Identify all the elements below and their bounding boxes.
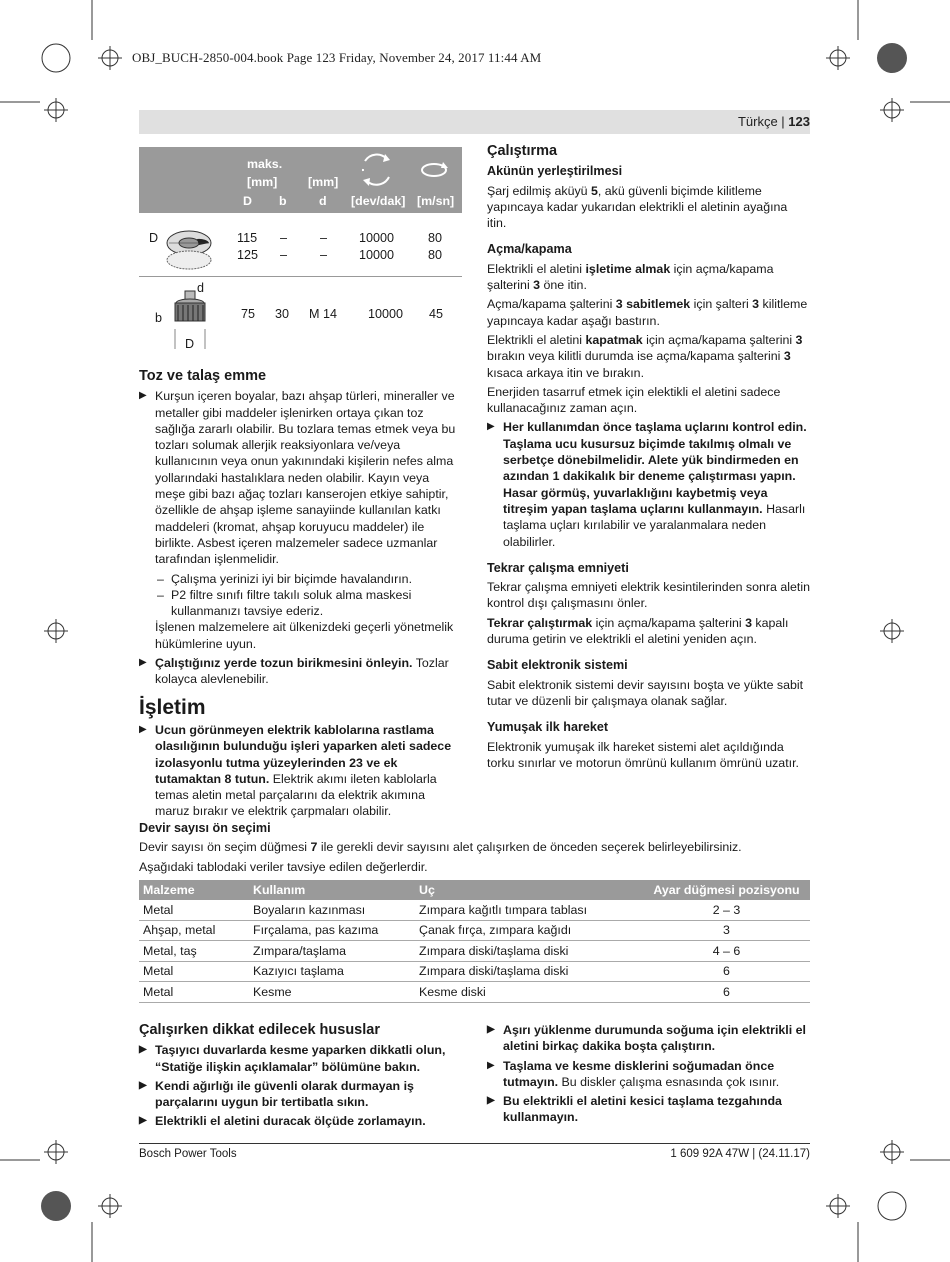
- note-bullet-4: ▶ Aşırı yüklenme durumunda soğuma için elektrikli el aletini birkaç dakika boşta çalıştırın.: [487, 1022, 810, 1055]
- note-bullet-6: ▶ Bu elektrikli el aletini kesici taşlama tezgahında kullanmayın.: [487, 1093, 810, 1126]
- footer-rule: [139, 1143, 810, 1144]
- header-bar: [139, 110, 810, 134]
- section-title-notes: Çalışırken dikkat edilecek hususlar: [139, 1022, 380, 1038]
- dim-label-D: D: [149, 231, 159, 245]
- speed-section: [139, 820, 810, 878]
- th-use: Kullanım: [249, 880, 415, 900]
- table-row: Metal Kesme Kesme diski 6: [139, 982, 810, 1003]
- th-tool: Uç: [415, 880, 643, 900]
- table-row: Metal Boyaların kazınması Zımpara kağıtlı tımpara tablası 2 – 3: [139, 900, 810, 920]
- subtitle-softstart: Yumuşak ilk hareket: [487, 720, 609, 735]
- footer-brand: Bosch Power Tools: [139, 1148, 237, 1160]
- dust-dash-2: – P2 filtre sınıfı filtre takılı soluk alma maskesi kullanmanızı tavsiye ederiz.: [155, 587, 462, 620]
- page-header: [738, 114, 810, 129]
- spec-row-disc: D 115 – – 10000 80 125 – – 10000 80: [139, 213, 462, 277]
- restart-text-2: Tekrar çalıştırmak için açma/kapama şalterini 3 kapalı duruma getirin ve elektrikli el aletini yeniden açın.: [487, 615, 789, 647]
- book-slug: OBJ_BUCH-2850-004.book Page 123 Friday, November 24, 2017 11:44 AM: [132, 50, 542, 65]
- subtitle-speed: Devir sayısı ön seçimi: [139, 821, 271, 835]
- note-bullet-2: ▶ Kendi ağırlığı ile güvenli olarak durmayan iş parçalarını uygun bir tertibatla sıkın.: [139, 1078, 462, 1111]
- check-warning: ▶ Her kullanımdan önce taşlama uçlarını kontrol edin. Taşlama ucu kusursuz biçimde takılmış olmalı ve serbetçe dönebilmelidir. Alete yük bindirmeden en azından 1 dakikalık bir deneme çalıştırması yapın. Hasar görmüş, yuvarlaklığını kaybetmiş veya titreşim yapan taşlama uçlarını kullanmayın. Hasarlı taşlama uçları kırılabilir ve yaralanmalara neden olabilirler.: [487, 419, 810, 549]
- speed-text-1: Devir sayısı ön seçim düğmesi 7 ile gerekli devir sayısını alet çalışırken de önceden seçerek belirleyebilirsiniz.: [139, 840, 742, 855]
- page-number: 123: [788, 114, 810, 129]
- table-row: Ahşap, metal Fırçalama, pas kazıma Çanak fırça, zımpara kağıdı 3: [139, 920, 810, 941]
- speed-text-2: Aşağıdaki tablodaki veriler tavsiye edilen değerlerdir.: [139, 859, 428, 874]
- dust-dash-1: – Çalışma yerinizi iyi bir biçimde havalandırın.: [155, 571, 462, 587]
- onoff-text-2: Açma/kapama şalterini 3 sabitlemek için şalteri 3 kilitleme yapıncaya kadar aşağı bastırın.: [487, 297, 808, 328]
- speed-table: [139, 880, 810, 1003]
- section-title-start: Çalıştırma: [487, 143, 558, 159]
- onoff-text-4: Enerjiden tasarruf etmek için elektikli el aletini sadece kullanacağınız zaman açın.: [487, 384, 781, 416]
- table-row: Metal Kazıyıcı taşlama Zımpara diski/taşlama diski 6: [139, 961, 810, 982]
- battery-text: Şarj edilmiş aküyü 5, akü güvenli biçimde kilitleme yapıncaya kadar yukarıdan elektrikli el aletinin ayağına itin.: [487, 183, 788, 231]
- th-position: Ayar düğmesi pozisyonu: [643, 880, 810, 900]
- subtitle-battery: Akünün yerleştirilmesi: [487, 164, 623, 179]
- dust-warning-2: ▶ Çalıştığınız yerde tozun birikmesini önleyin. Tozlar kolayca alevlenebilir.: [139, 655, 462, 688]
- header-language: Türkçe |: [737, 114, 789, 129]
- subtitle-onoff: Açma/kapama: [487, 242, 572, 257]
- subtitle-restart: Tekrar çalışma emniyeti: [487, 560, 629, 575]
- section-title-operation: İşletim: [139, 695, 206, 719]
- subtitle-constant: Sabit elektronik sistemi: [487, 658, 628, 673]
- dim-label-d: d: [197, 281, 205, 295]
- constant-text: Sabit elektronik sistemi devir sayısını boşta ve yükte sabit tutar ve düzenli bir çalışmaya olanak sağlar.: [487, 677, 804, 708]
- notes-left: [139, 1022, 462, 1133]
- restart-text-1: Tekrar çalışma emniyeti elektrik kesintilerinden sonra aletin kontrol dışı çalışmasını önler.: [487, 580, 810, 611]
- spec-row-cup-brush: d b D 75 30 M 14 10000 45: [155, 281, 444, 351]
- table-row: Metal, taş Zımpara/taşlama Zımpara diski/taşlama diski 4 – 6: [139, 941, 810, 962]
- peripheral-speed-icon: [419, 159, 449, 181]
- left-column: [139, 368, 462, 823]
- rpm-icon: [357, 151, 395, 189]
- notes-right: [487, 1022, 810, 1129]
- section-title-dust: Toz ve talaş emme: [139, 368, 267, 384]
- onoff-text-3: Elektrikli el aletini kapatmak için açma/kapama şalterini 3 bırakın veya kilitli durumda ise açma/kapama şalterini 3 kısaca arkaya itin ve bırakın.: [487, 332, 803, 380]
- spec-table-header: maks. [mm] [mm] D b d [dev/dak] [m/sn]: [139, 147, 462, 213]
- dust-warning: ▶ Kurşun içeren boyalar, bazı ahşap türleri, mineraller ve metaller gibi maddeler işlenirken ortaya çıkan toz sağlığa zararlı olabilir. Bu tozlara temas etmek veya bu tozları solumak allerjik reaksiyonlara ve/veya kullanıcının veya onun yakınındaki kişilerin nefes alma yollarındaki hastalıklara neden olabilir. Kayın veya meşe gibi bazı ağaç tozları kanserojen etkiye sahiptir, özellikle de ahşap işleme sanayiinde kullanılan katkı maddeleri (kromat, ahşap koruyucu maddeler) ile birlikte. Asbest içeren malzemeler sadece uzmanlar tarafından işlenmelidir.: [139, 388, 462, 567]
- note-bullet-5: ▶ Taşlama ve kesme disklerini soğumadan önce tutmayın. Bu diskler çalışma esnasında çok ısınır.: [487, 1058, 810, 1091]
- grinding-disc-image: [159, 223, 219, 271]
- dim-label-b: b: [155, 311, 163, 325]
- spec-table: [139, 147, 462, 357]
- right-column: [487, 143, 810, 774]
- onoff-text-1: Elektrikli el aletini işletime almak için açma/kapama şalterini 3 öne itin.: [487, 261, 774, 293]
- softstart-text: Elektronik yumuşak ilk hareket sistemi alet açıldığında torku sınırlar ve motorun ömrünü kullanım ömrünü uzatır.: [487, 739, 799, 770]
- dust-note: İşlenen malzemelere ait ülkenizdeki geçerli yönetmelik hükümlerine uyun.: [155, 620, 454, 651]
- operation-warning: ▶ Ucun görünmeyen elektrik kablolarına rastlama olasılığının bulunduğu işleri yaparken aleti sadece izolasyonlu tutma yüzeylerinden 23 ve ek tutamaktan 8 tutun. Elektrik akımı ileten kablolarla temas aletin metal parçalarını da elektrik akımına maruz bırakır ve elektrik çarpmaları olabilir.: [139, 722, 462, 820]
- note-bullet-1: ▶ Taşıyıcı duvarlarda kesme yaparken dikkatli olun, “Statiğe ilişkin açıklamalar” bölümüne bakın.: [139, 1042, 462, 1075]
- th-material: Malzeme: [139, 880, 249, 900]
- note-bullet-3: ▶ Elektrikli el aletini duracak ölçüde zorlamayın.: [139, 1113, 462, 1129]
- footer-code: 1 609 92A 47W | (24.11.17): [670, 1148, 810, 1160]
- dim-label-D2: D: [185, 337, 195, 351]
